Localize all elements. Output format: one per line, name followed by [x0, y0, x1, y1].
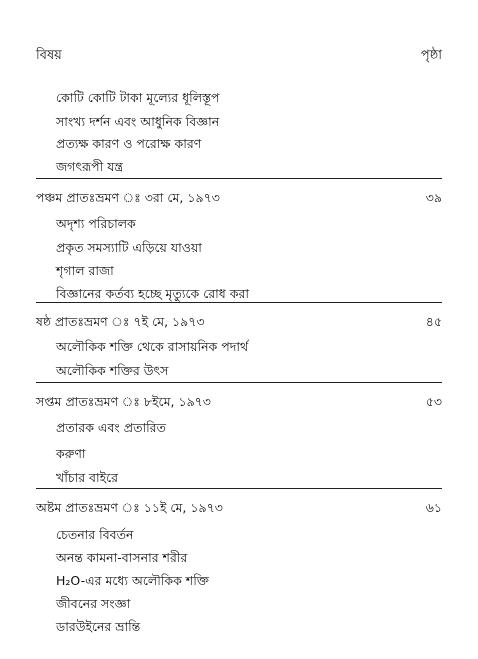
toc-subitem-title: জীবনের সংজ্ঞা	[56, 596, 131, 611]
toc-section-title: পঞ্চম প্রাতঃভ্রমণ ঃ ৩রা মে, ১৯৭৩	[36, 190, 220, 205]
toc-subitem-title: প্রকৃত সমস্যাটি এড়িয়ে যাওয়া	[56, 240, 202, 255]
toc-subitem-title: কোটি কোটি টাকা মূল্যের ধূলিস্তূপ	[56, 90, 220, 105]
page-heading: পৃষ্ঠা	[420, 48, 442, 63]
toc-section-title: সপ্তম প্রাতঃভ্রমণ ঃ ৮ইমে, ১৯৭৩	[36, 394, 211, 409]
toc-section-title: অষ্টম প্রাতঃভ্রমণ ঃ ১১ই মে, ১৯৭৩	[36, 500, 223, 515]
section-divider	[36, 382, 442, 383]
toc-page-number: ৫৩	[425, 394, 442, 409]
section-divider	[36, 302, 442, 303]
toc-subitem-title: বিজ্ঞানের কর্তব্য হচ্ছে মৃত্যুকে রোধ করা	[56, 286, 250, 301]
toc-page-number: ৬১	[425, 500, 442, 515]
toc-subitem-title: অলৌকিক শক্তি থেকে রাসায়নিক পদার্থ	[56, 339, 249, 354]
toc-page-number: ৩৯	[425, 190, 442, 205]
toc-subitem-title: ডারউইনের ভ্রান্তি	[56, 619, 141, 634]
toc-subitem-title: চেতনার বিবর্তন	[56, 527, 134, 542]
toc-subitem-title: খাঁচার বাইরে	[56, 470, 119, 485]
toc-subitem-title: প্রতারক এবং প্রতারিত	[56, 420, 166, 435]
toc-subitem-title: H₂O-এর মধ্যে অলৌকিক শক্তি	[56, 573, 209, 588]
section-divider	[36, 488, 442, 489]
toc-subitem-title: অদৃশ্য পরিচালক	[56, 216, 136, 231]
toc-subitem-title: শৃগাল রাজা	[56, 263, 114, 278]
toc-header	[36, 46, 442, 70]
toc-section-title: ষষ্ঠ প্রাতঃভ্রমণ ঃ ৭ই মে, ১৯৭৩	[36, 314, 205, 329]
section-divider	[36, 178, 442, 179]
toc-subitem-title: প্রত্যক্ষ কারণ ও পরোক্ষ কারণ	[56, 136, 202, 151]
toc-page-number: ৪৫	[425, 314, 442, 329]
toc-subitem-title: অলৌকিক শক্তির উৎস	[56, 363, 169, 378]
subject-heading: বিষয়	[36, 48, 62, 63]
toc-subitem-title: করুণা	[56, 446, 86, 461]
toc-subitem-title: অনন্ত কামনা-বাসনার শরীর	[56, 550, 188, 565]
toc-subitem-title: সাংখ্য দর্শন এবং আধুনিক বিজ্ঞান	[56, 114, 220, 129]
toc-subitem-title: জগৎরূপী যন্ত্র	[56, 159, 124, 174]
